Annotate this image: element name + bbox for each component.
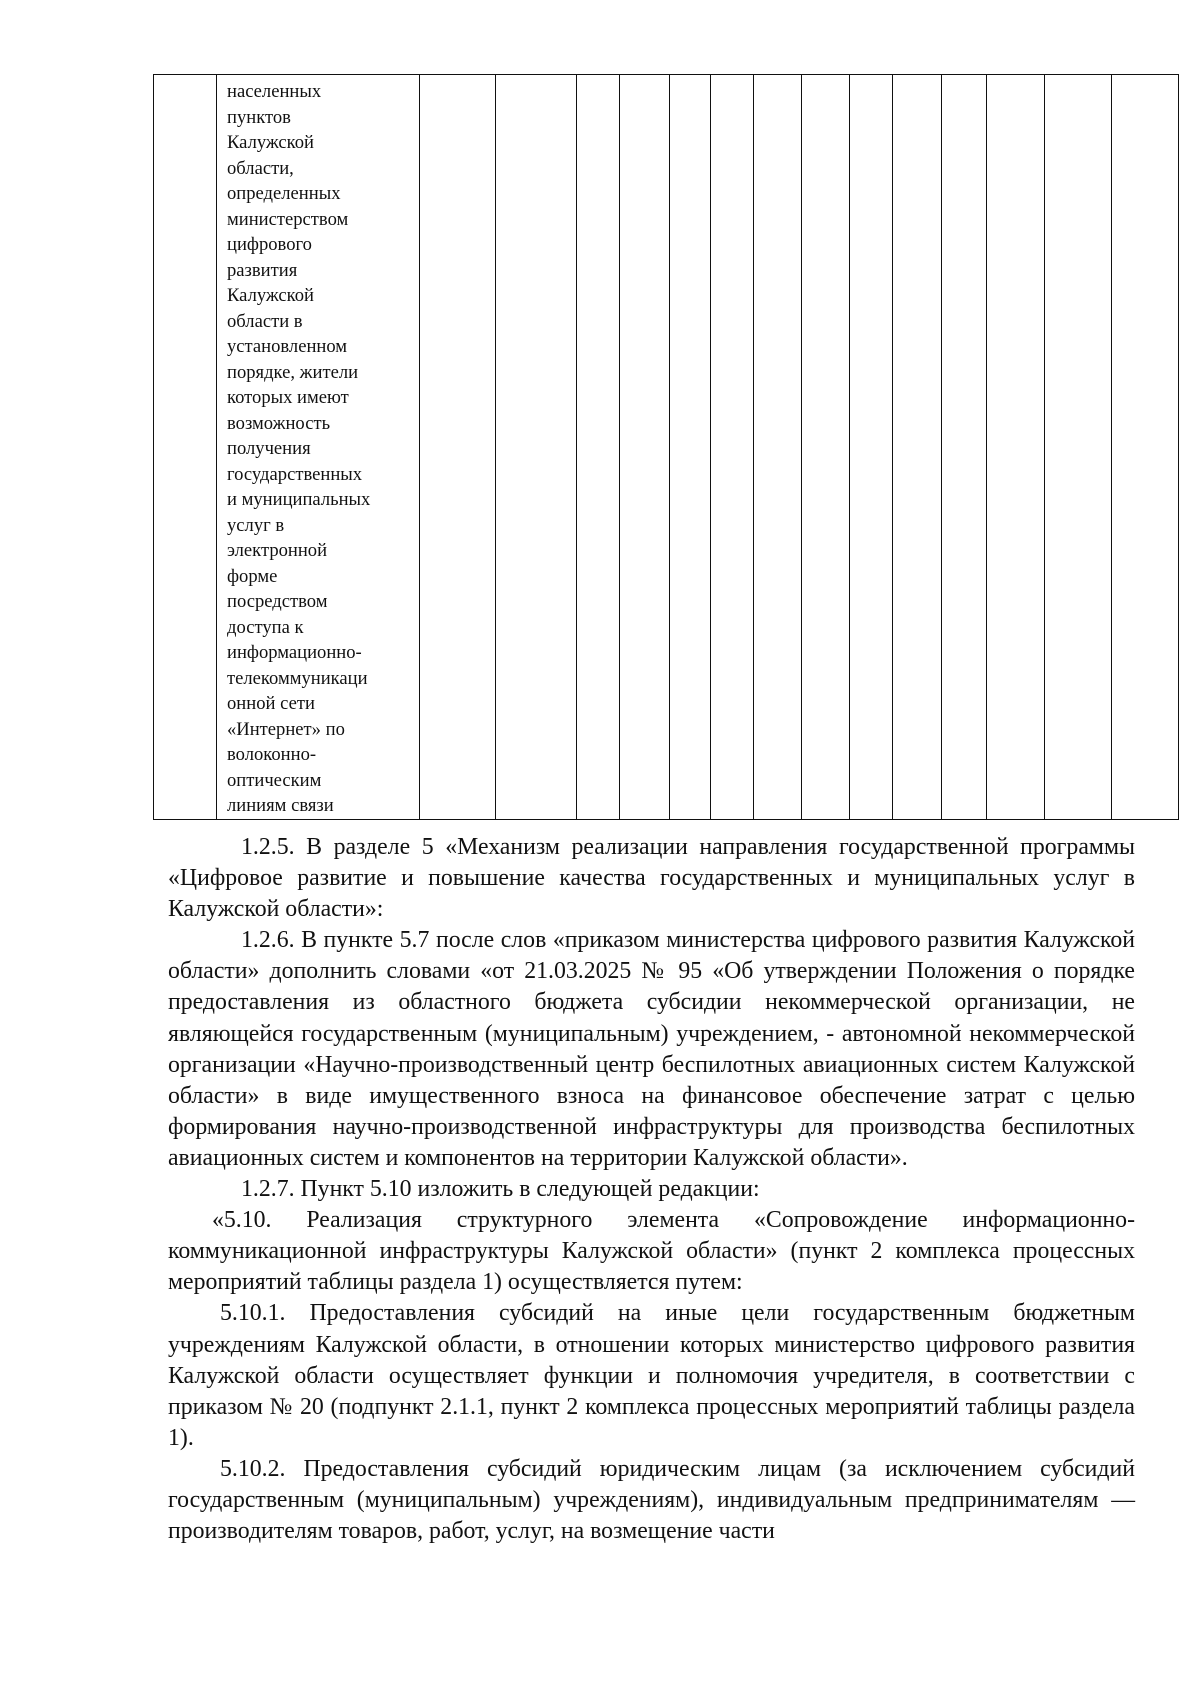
- paragraph-5-10-2: 5.10.2. Предоставления субсидий юридическим лицам (за исключением субсидий государственным (муниципальным) учреждениям), индивидуальным предпринимателям — производителям товаров, работ, услуг, на возмещение части: [168, 1455, 1135, 1545]
- table-cell: [850, 75, 893, 820]
- document-body: [168, 832, 1135, 1547]
- indicator-name-line: установленном: [227, 336, 348, 357]
- indicator-name-line: получения: [227, 438, 311, 459]
- table-cell: [942, 75, 987, 820]
- table-cell: [987, 75, 1045, 820]
- indicator-name-line: которых имеют: [227, 387, 349, 408]
- paragraph-5-10-1: 5.10.1. Предоставления субсидий на иные цели государственным бюджетным учреждениям Калужской области, в отношении которых министерство цифрового развития Калужской области осуществляет функции и полномочия учредителя, в соответствии с приказом № 20 (подпункт 2.1.1, пункт 2 комплекса процессных мероприятий таблицы раздела 1).: [168, 1300, 1135, 1451]
- table-cell: [420, 75, 496, 820]
- paragraph-1-2-6: 1.2.6. В пункте 5.7 после слов «приказом министерства цифрового развития Калужской области» дополнить словами «от 21.03.2025 № 95 «Об утверждении Положения о порядке предоставления из областного бюджета субсидии некоммерческой организации, не являющейся государственным (муниципальным) учреждением, - автономной некоммерческой организации «Научно-производственный центр беспилотных авиационных систем Калужской области» в виде имущественного взноса на финансовое обеспечение затрат с целью формирования научно-производственной инфраструктуры для производства беспилотных авиационных систем и компонентов на территории Калужской области».: [168, 927, 1135, 1171]
- indicator-name-line: доступа к: [227, 616, 304, 638]
- table-cell: [1112, 75, 1179, 820]
- indicator-name-line: определенных: [227, 183, 341, 204]
- table-cell: [620, 75, 670, 820]
- indicator-name-line: посредством: [227, 591, 328, 612]
- paragraph-1-2-5: 1.2.5. В разделе 5 «Механизм реализации направления государственной программы «Цифровое развитие и повышение качества государственных и муниципальных услуг в Калужской области»:: [168, 834, 1135, 923]
- indicator-name-text: [217, 75, 419, 819]
- indicator-name-line: «Интернет» по: [227, 718, 345, 740]
- indicator-name-line: Калужской: [227, 285, 315, 306]
- indicator-name-line: форме: [227, 565, 278, 587]
- indicator-name-line: цифрового: [227, 234, 312, 255]
- indicator-name-line: развития: [227, 259, 298, 281]
- indicator-name-line: области,: [227, 157, 294, 179]
- indicator-name-line: области в: [227, 310, 303, 332]
- indicator-name-line: Калужской: [227, 132, 315, 153]
- table-cell: [577, 75, 620, 820]
- indicator-name-line: волоконно-: [227, 744, 317, 765]
- table-cell: [754, 75, 802, 820]
- paragraph-5-10: «5.10. Реализация структурного элемента «Сопровождение информационно-коммуникационной инфраструктуры Калужской области» (пункт 2 комплекса процессных мероприятий таблицы раздела 1) осуществляется путем:: [168, 1207, 1135, 1296]
- indicator-name-line: и муниципальных: [227, 489, 371, 510]
- table-cell: [496, 75, 577, 820]
- program-table-fragment: [153, 74, 1179, 820]
- indicator-name-line: электронной: [227, 540, 328, 561]
- indicator-name-line: услуг в: [227, 514, 285, 536]
- indicator-name-line: населенных: [227, 81, 322, 102]
- table-cell: [670, 75, 711, 820]
- table-cell: [802, 75, 850, 820]
- indicator-name-line: возможность: [227, 412, 331, 434]
- indicator-name-line: онной сети: [227, 693, 315, 714]
- table-cell-number: [154, 75, 217, 820]
- table-row: [154, 75, 1179, 820]
- indicator-name-line: государственных: [227, 463, 363, 485]
- table-cell: [711, 75, 754, 820]
- indicator-name-line: линиям связи: [227, 795, 334, 816]
- table-cell: [1045, 75, 1112, 820]
- indicator-name-line: порядке, жители: [227, 361, 359, 383]
- indicator-name-line: министерством: [227, 208, 349, 230]
- table-cell: [893, 75, 942, 820]
- table-cell-indicator-name: [217, 75, 420, 820]
- indicator-name-line: оптическим: [227, 769, 322, 791]
- indicator-name-line: информационно-: [227, 642, 362, 663]
- paragraph-1-2-7: 1.2.7. Пункт 5.10 изложить в следующей редакции:: [241, 1176, 760, 1203]
- indicator-name-line: телекоммуникаци: [227, 667, 368, 689]
- indicator-name-line: пунктов: [227, 106, 291, 128]
